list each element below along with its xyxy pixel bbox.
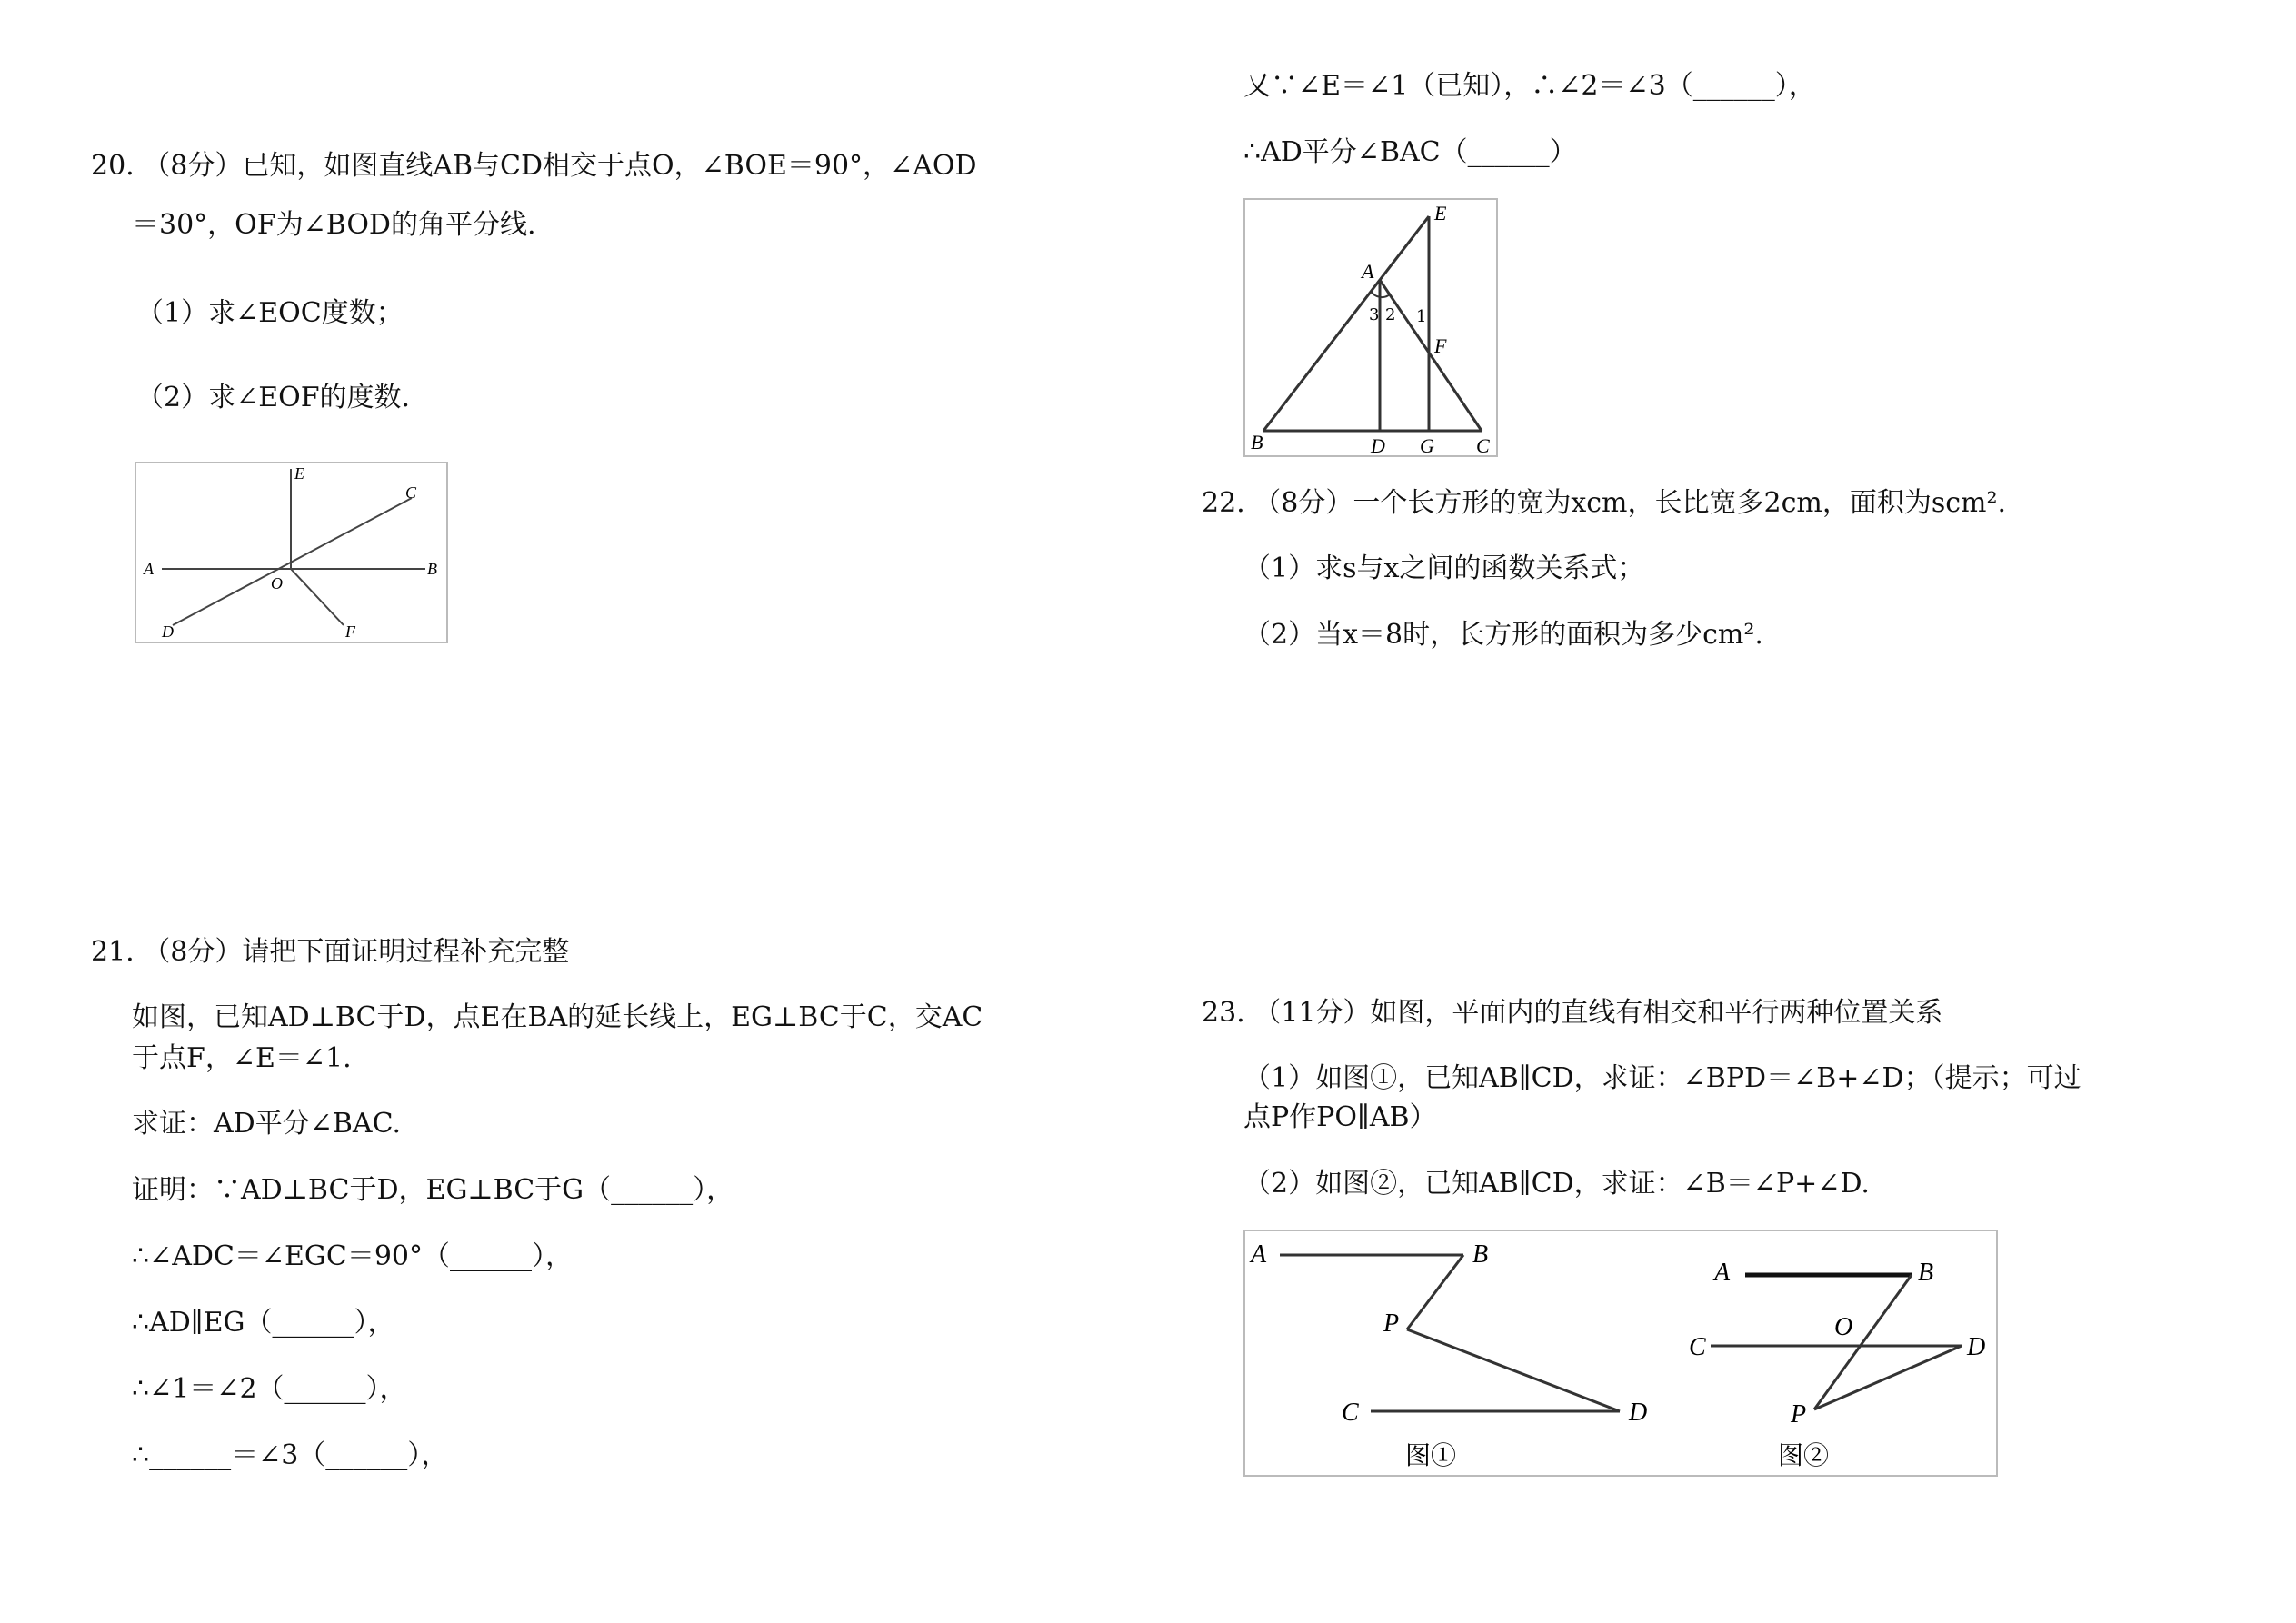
q20-label-c: C <box>405 483 417 502</box>
q23-fig1-label-c: C <box>1342 1399 1359 1427</box>
q20-line-of <box>291 569 344 625</box>
q21-step5: ∴______＝∠3（______）， <box>132 1439 449 1471</box>
q23-fig2-label-p: P <box>1791 1400 1807 1429</box>
q20-figure <box>135 462 448 643</box>
q22-part1: （1）求s与x之间的函数关系式； <box>1243 553 1645 584</box>
q23-part1b: 点P作PO∥AB） <box>1243 1101 1437 1133</box>
q20-line1: 20. （8分）已知，如图直线AB与CD相交于点O，∠BOE＝90°，∠AOD <box>91 150 977 182</box>
q22-part2: （2）当x＝8时，长方形的面积为多少cm². <box>1243 619 1763 651</box>
q21-title: 21. （8分）请把下面证明过程补充完整 <box>91 936 570 968</box>
q21-label-c: C <box>1476 434 1490 457</box>
q21-label-a: A <box>1362 260 1374 283</box>
q20-label-d: D <box>162 622 174 641</box>
q23-fig1-caption: 图① <box>1405 1440 1457 1470</box>
q23-fig2-label-a: A <box>1714 1259 1731 1287</box>
q20-label-o: O <box>271 574 283 592</box>
q23-fig1 <box>1249 1240 1647 1470</box>
q23-fig1-line-bp <box>1407 1255 1463 1329</box>
q23-fig2-caption: 图② <box>1778 1440 1830 1470</box>
q20-label-b: B <box>427 560 437 578</box>
q20-part2: （2）求∠EOF的度数. <box>136 382 411 413</box>
q21-label-2: 2 <box>1385 305 1396 324</box>
q21-step4: ∴∠1＝∠2（______）， <box>132 1373 407 1405</box>
q21-label-b: B <box>1251 431 1263 453</box>
q21-label-g: G <box>1420 434 1434 457</box>
q21-step2: ∴∠ADC＝∠EGC＝90°（______）， <box>132 1240 574 1272</box>
q20-label-f: F <box>345 622 355 641</box>
q20-label-a: A <box>144 560 154 578</box>
q20-part1: （1）求∠EOC度数； <box>136 297 404 329</box>
q21-line-ac <box>1380 280 1482 431</box>
q22-title: 22. （8分）一个长方形的宽为xcm，长比宽多2cm，面积为scm². <box>1202 487 2007 519</box>
q21-label-f: F <box>1434 334 1447 357</box>
q23-title: 23. （11分）如图，平面内的直线有相交和平行两种位置关系 <box>1202 997 1943 1029</box>
q23-fig2-label-o: O <box>1834 1313 1853 1341</box>
q23-fig1-label-a: A <box>1251 1240 1267 1269</box>
q21-label-1: 1 <box>1416 307 1427 326</box>
q23-fig2-label-b: B <box>1918 1259 1934 1287</box>
q23-fig1-label-d: D <box>1629 1399 1648 1427</box>
q21-label-e: E <box>1434 202 1447 224</box>
q21-line-be <box>1263 216 1429 431</box>
q23-fig1-label-p: P <box>1383 1309 1400 1338</box>
q23-fig1-label-b: B <box>1472 1240 1489 1269</box>
q21-step1: 证明：∵AD⊥BC于D，EG⊥BC于G（______）， <box>132 1174 734 1206</box>
q21-label-d: D <box>1371 434 1385 457</box>
q21-step3: ∴AD∥EG（______）， <box>132 1307 395 1339</box>
q20-label-e: E <box>294 464 304 483</box>
q21-step7: ∴AD平分∠BAC（______） <box>1243 136 1577 168</box>
q23-fig2-label-d: D <box>1967 1333 1986 1361</box>
q21-given1: 如图，已知AD⊥BC于D，点E在BA的延长线上，EG⊥BC于C，交AC <box>132 1001 983 1033</box>
q23-fig2-label-c: C <box>1689 1333 1706 1361</box>
q21-prove: 求证：AD平分∠BAC. <box>132 1108 401 1140</box>
q23-fig1-line-pd <box>1407 1329 1620 1411</box>
q21-label-3: 3 <box>1369 305 1380 324</box>
q21-figure <box>1243 198 1498 457</box>
q23-figure <box>1243 1230 1998 1477</box>
q20-line2: ＝30°，OF为∠BOD的角平分线. <box>132 209 536 241</box>
q21-given2: 于点F，∠E＝∠1. <box>132 1042 352 1074</box>
q21-step6: 又∵∠E＝∠1（已知），∴∠2＝∠3（______）， <box>1243 70 1816 102</box>
q20-line-cd <box>173 498 412 625</box>
q23-part2: （2）如图②，已知AB∥CD，求证：∠B＝∠P+∠D. <box>1243 1168 1870 1200</box>
q23-fig2 <box>1689 1259 1985 1470</box>
q23-part1a: （1）如图①，已知AB∥CD，求证：∠BPD＝∠B+∠D；（提示；可过 <box>1243 1062 2081 1094</box>
